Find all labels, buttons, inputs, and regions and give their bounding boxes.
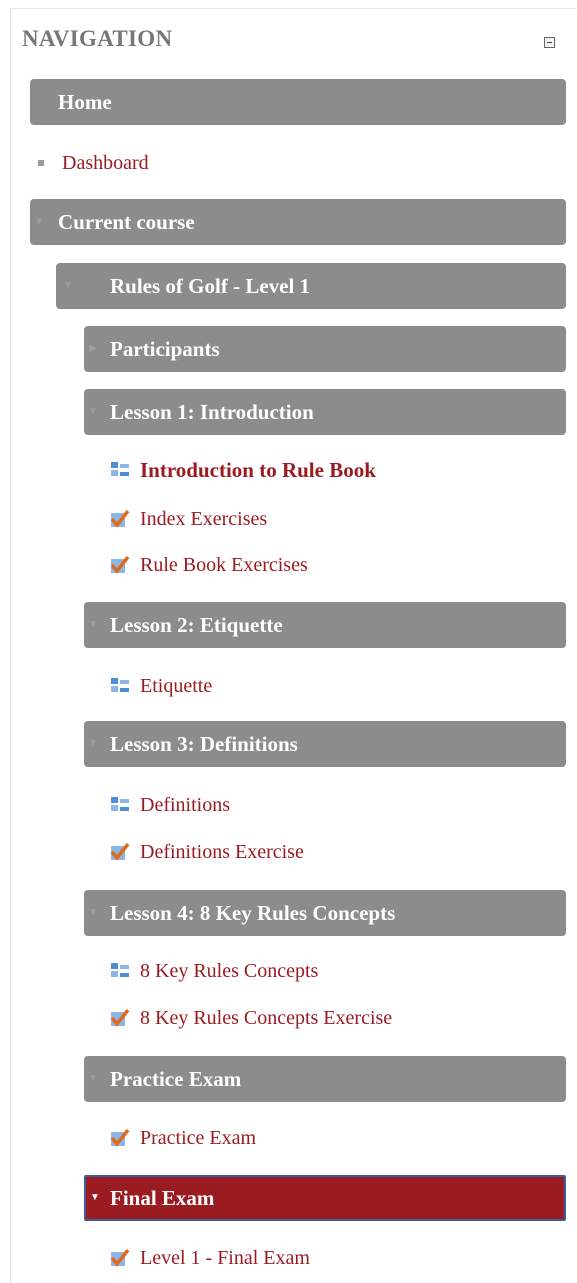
home-label: Home bbox=[58, 90, 112, 114]
book-icon bbox=[110, 796, 130, 814]
section-final-exam[interactable] bbox=[84, 1175, 566, 1221]
expanded-arrow-icon: ▼ bbox=[88, 738, 98, 749]
expanded-arrow-icon: ▼ bbox=[88, 907, 98, 918]
expanded-arrow-icon: ▼ bbox=[88, 406, 98, 417]
book-icon bbox=[110, 962, 130, 980]
section-label: Lesson 1: Introduction bbox=[110, 400, 314, 424]
activity-label: Definitions bbox=[140, 794, 230, 816]
navigation-title: NAVIGATION bbox=[22, 26, 173, 51]
bullet-icon bbox=[38, 160, 44, 166]
quiz-check-icon bbox=[110, 1129, 130, 1147]
nav-item-course[interactable] bbox=[56, 263, 566, 309]
current-course-label: Current course bbox=[58, 210, 195, 234]
section-label: Final Exam bbox=[110, 1186, 215, 1210]
activity-label: Rule Book Exercises bbox=[140, 554, 308, 576]
section-lesson-4[interactable] bbox=[84, 890, 566, 936]
expanded-arrow-icon: ▼ bbox=[90, 1192, 100, 1203]
activity-label: 8 Key Rules Concepts bbox=[140, 960, 319, 982]
nav-item-current-course[interactable] bbox=[30, 199, 566, 245]
activity-label: Level 1 - Final Exam bbox=[140, 1247, 310, 1269]
activity-label: Practice Exam bbox=[140, 1127, 257, 1149]
book-icon bbox=[110, 461, 130, 479]
collapsed-arrow-icon: ▶ bbox=[89, 343, 97, 354]
activity-label: Introduction to Rule Book bbox=[140, 458, 376, 482]
expanded-arrow-icon: ▼ bbox=[88, 1073, 98, 1084]
quiz-check-icon bbox=[110, 1009, 130, 1027]
collapse-block-icon[interactable] bbox=[544, 37, 555, 48]
section-label: Practice Exam bbox=[110, 1067, 242, 1091]
section-label: Lesson 4: 8 Key Rules Concepts bbox=[110, 901, 396, 925]
nav-item-home[interactable] bbox=[30, 79, 566, 125]
section-lesson-1[interactable] bbox=[84, 389, 566, 435]
section-label: Lesson 2: Etiquette bbox=[110, 613, 283, 637]
quiz-check-icon bbox=[110, 556, 130, 574]
book-icon bbox=[110, 677, 130, 695]
dashboard-label: Dashboard bbox=[62, 152, 149, 174]
expanded-arrow-icon: ▼ bbox=[88, 619, 98, 630]
activity-label: Index Exercises bbox=[140, 508, 268, 530]
section-lesson-2[interactable] bbox=[84, 602, 566, 648]
section-label: Lesson 3: Definitions bbox=[110, 732, 298, 756]
expanded-arrow-icon: ▼ bbox=[63, 280, 73, 291]
section-practice-exam[interactable] bbox=[84, 1056, 566, 1102]
nav-item-participants[interactable] bbox=[84, 326, 566, 372]
course-label: Rules of Golf - Level 1 bbox=[110, 274, 311, 298]
quiz-check-icon bbox=[110, 1249, 130, 1267]
expanded-arrow-icon: ▼ bbox=[34, 216, 44, 227]
quiz-check-icon bbox=[110, 843, 130, 861]
activity-label: Etiquette bbox=[140, 675, 213, 697]
participants-label: Participants bbox=[110, 337, 220, 361]
quiz-check-icon bbox=[110, 510, 130, 528]
activity-label: Definitions Exercise bbox=[140, 841, 304, 863]
section-lesson-3[interactable] bbox=[84, 721, 566, 767]
activity-label: 8 Key Rules Concepts Exercise bbox=[140, 1007, 393, 1029]
